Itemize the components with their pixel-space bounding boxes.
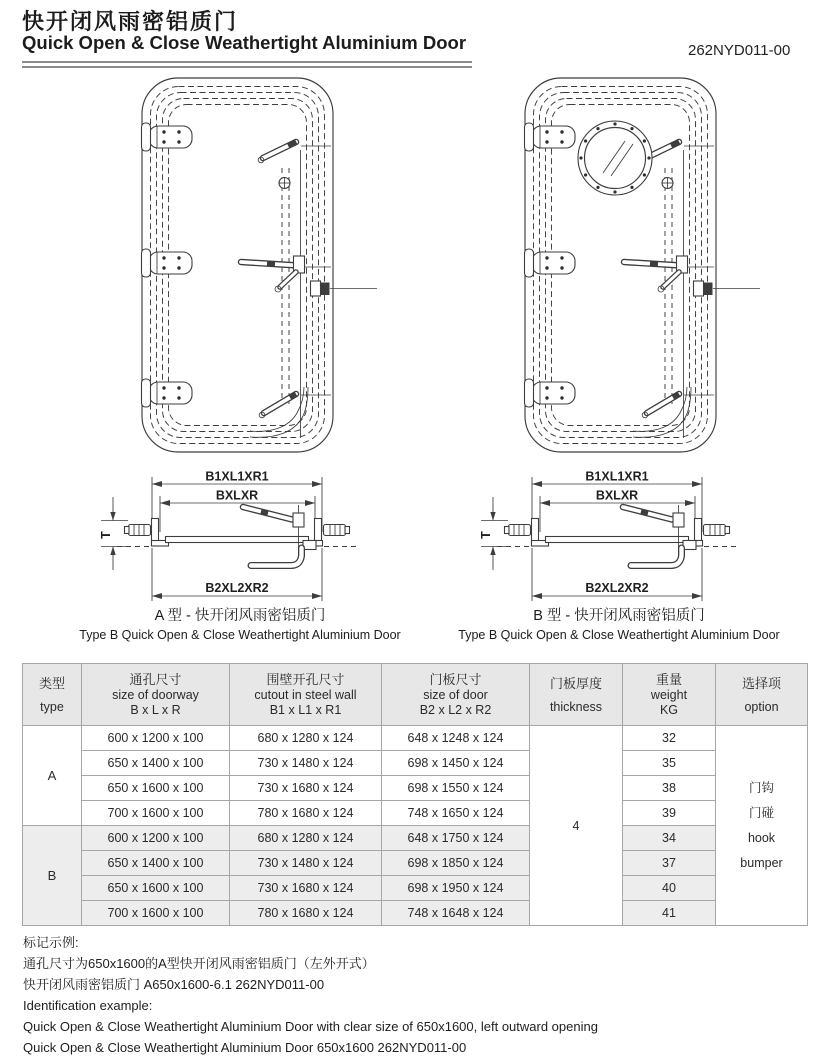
weight-cell: 37 bbox=[623, 851, 716, 876]
page-title-en: Quick Open & Close Weathertight Aluminium Door bbox=[22, 32, 467, 53]
doorway-cell: 650 x 1400 x 100 bbox=[82, 751, 230, 776]
dim-label-outer-b: B1XL1XR1 bbox=[585, 469, 649, 484]
caption-type-a bbox=[79, 604, 400, 642]
type-b-cell: B bbox=[23, 826, 82, 926]
door-size-cell: 698 x 1450 x 124 bbox=[382, 751, 530, 776]
door-size-cell: 748 x 1648 x 124 bbox=[382, 901, 530, 926]
table-row bbox=[23, 776, 808, 801]
col-header-cutout bbox=[230, 664, 382, 726]
cutout-cell: 730 x 1680 x 124 bbox=[230, 776, 382, 801]
col-header-type bbox=[23, 664, 82, 726]
cutout-cell: 780 x 1680 x 124 bbox=[230, 901, 382, 926]
table-header-row bbox=[23, 664, 808, 726]
cutout-cell: 730 x 1680 x 124 bbox=[230, 876, 382, 901]
identification-example bbox=[23, 932, 813, 1058]
col-header-thickness bbox=[530, 664, 623, 726]
door-size-cell: 698 x 1550 x 124 bbox=[382, 776, 530, 801]
specification-table bbox=[22, 663, 808, 926]
col-header-cutout-zh: 围壁开孔尺寸 bbox=[266, 672, 345, 687]
doorway-cell: 650 x 1400 x 100 bbox=[82, 851, 230, 876]
table-row bbox=[23, 726, 808, 751]
col-header-weight-unit: KG bbox=[659, 703, 679, 717]
table-row bbox=[23, 876, 808, 901]
dim-label-door-a: B2XL2XR2 bbox=[205, 581, 269, 595]
door-a-drawing bbox=[142, 78, 378, 452]
cutout-cell: 780 x 1680 x 124 bbox=[230, 801, 382, 826]
weight-cell: 41 bbox=[623, 901, 716, 926]
col-header-option-en: option bbox=[744, 699, 779, 714]
dim-label-clear-a: BXLXR bbox=[215, 488, 259, 503]
footer-zh-line1: 通孔尺寸为650x1600的A型快开闭风雨密铝质门（左外开式） bbox=[23, 956, 375, 971]
col-header-doorway bbox=[82, 664, 230, 726]
weight-cell: 34 bbox=[623, 826, 716, 851]
doorway-cell: 650 x 1600 x 100 bbox=[82, 776, 230, 801]
weight-cell: 32 bbox=[623, 726, 716, 751]
col-header-cutout-en: cutout in steel wall bbox=[254, 688, 357, 702]
col-header-thickness-en: thickness bbox=[549, 699, 603, 714]
col-header-type-en: type bbox=[40, 699, 64, 714]
door-size-cell: 698 x 1850 x 124 bbox=[382, 851, 530, 876]
door-size-cell: 648 x 1750 x 124 bbox=[382, 826, 530, 851]
dim-label-thickness-a: T bbox=[99, 531, 113, 539]
cutout-cell: 680 x 1280 x 124 bbox=[230, 826, 382, 851]
footer-zh-line2: 快开闭风雨密铝质门 A650x1600-6.1 262NYD011-00 bbox=[23, 977, 325, 992]
door-size-cell: 648 x 1248 x 124 bbox=[382, 726, 530, 751]
table-row bbox=[23, 826, 808, 851]
col-header-doorway-formula: B x L x R bbox=[130, 703, 181, 717]
col-header-door-zh: 门板尺寸 bbox=[429, 672, 482, 687]
caption-type-a-zh: A 型 - 快开闭风雨密铝质门 bbox=[154, 608, 326, 624]
caption-type-b-en: Type B Quick Open & Close Weathertight Aluminium Door bbox=[458, 628, 780, 642]
doorway-cell: 650 x 1600 x 100 bbox=[82, 876, 230, 901]
dim-label-outer-a: B1XL1XR1 bbox=[205, 469, 269, 484]
caption-type-b bbox=[458, 604, 779, 642]
type-a-cell: A bbox=[23, 726, 82, 826]
cutout-cell: 730 x 1480 x 124 bbox=[230, 751, 382, 776]
col-header-thickness-zh: 门板厚度 bbox=[549, 675, 602, 691]
doorway-cell: 600 x 1200 x 100 bbox=[82, 726, 230, 751]
option-cell bbox=[716, 726, 808, 926]
footer-en-line2: Quick Open & Close Weathertight Aluminium Door 650x1600 262NYD011-00 bbox=[23, 1040, 467, 1055]
footer-zh-heading: 标记示例: bbox=[23, 935, 79, 950]
doorway-cell: 700 x 1600 x 100 bbox=[82, 901, 230, 926]
table-row bbox=[23, 751, 808, 776]
col-header-door-size bbox=[382, 664, 530, 726]
col-header-weight-zh: 重量 bbox=[655, 672, 682, 687]
weight-cell: 35 bbox=[623, 751, 716, 776]
col-header-type-zh: 类型 bbox=[38, 675, 65, 691]
col-header-weight-en: weight bbox=[650, 688, 688, 702]
weight-cell: 38 bbox=[623, 776, 716, 801]
col-header-cutout-formula: B1 x L1 x R1 bbox=[269, 703, 342, 717]
option-line: 门碰 bbox=[748, 805, 774, 820]
col-header-weight bbox=[623, 664, 716, 726]
col-header-option-zh: 选择项 bbox=[741, 675, 781, 691]
dim-label-door-b: B2XL2XR2 bbox=[585, 581, 649, 595]
door-size-cell: 698 x 1950 x 124 bbox=[382, 876, 530, 901]
option-line: hook bbox=[747, 830, 776, 845]
caption-type-b-zh: B 型 - 快开闭风雨密铝质门 bbox=[533, 608, 705, 624]
option-line: bumper bbox=[740, 855, 783, 870]
thickness-cell: 4 bbox=[530, 726, 623, 926]
option-line: 门钩 bbox=[748, 780, 774, 795]
footer-en-heading: Identification example: bbox=[23, 998, 153, 1013]
footer-en-line1: Quick Open & Close Weathertight Aluminium Door with clear size of 650x1600, left outward opening bbox=[23, 1019, 598, 1034]
caption-type-a-en: Type B Quick Open & Close Weathertight Aluminium Door bbox=[79, 628, 401, 642]
page-title-zh: 快开闭风雨密铝质门 bbox=[22, 9, 239, 34]
weight-cell: 39 bbox=[623, 801, 716, 826]
col-header-door-formula: B2 x L2 x R2 bbox=[419, 703, 492, 717]
porthole bbox=[578, 121, 652, 195]
document-number: 262NYD011-00 bbox=[688, 42, 791, 59]
cutout-cell: 680 x 1280 x 124 bbox=[230, 726, 382, 751]
doorway-cell: 600 x 1200 x 100 bbox=[82, 826, 230, 851]
table-row bbox=[23, 901, 808, 926]
dim-label-thickness-b: T bbox=[479, 531, 493, 539]
weight-cell: 40 bbox=[623, 876, 716, 901]
cutout-cell: 730 x 1480 x 124 bbox=[230, 851, 382, 876]
door-size-cell: 748 x 1650 x 124 bbox=[382, 801, 530, 826]
doorway-cell: 700 x 1600 x 100 bbox=[82, 801, 230, 826]
table-row bbox=[23, 801, 808, 826]
col-header-doorway-en: size of doorway bbox=[112, 688, 199, 702]
col-header-doorway-zh: 通孔尺寸 bbox=[129, 672, 182, 687]
table-row bbox=[23, 851, 808, 876]
col-header-door-en: size of door bbox=[423, 688, 488, 702]
dim-label-clear-b: BXLXR bbox=[595, 488, 639, 503]
col-header-option bbox=[716, 664, 808, 726]
